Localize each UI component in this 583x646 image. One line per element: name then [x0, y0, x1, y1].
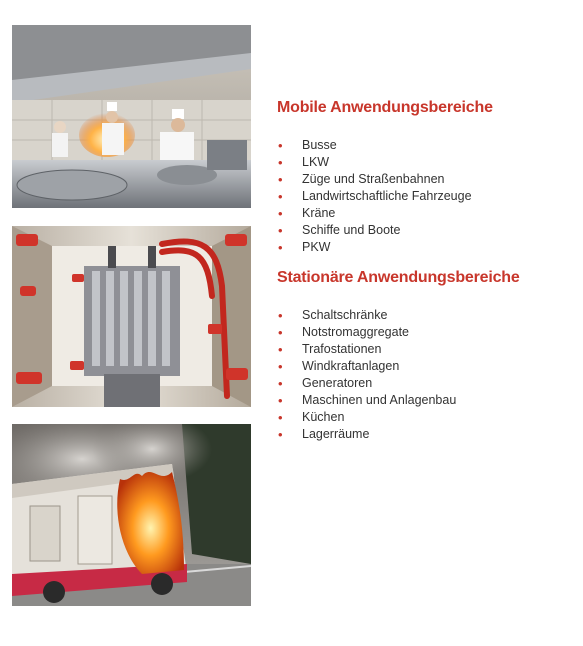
list-item: [277, 171, 472, 188]
list-item-label: Busse: [302, 138, 337, 152]
bullet-icon: •: [278, 359, 283, 374]
stationary-applications-list: [277, 307, 456, 443]
list-item-label: PKW: [302, 240, 331, 254]
transformer-photo: [12, 226, 251, 407]
list-item-label: Trafostationen: [302, 342, 382, 356]
list-item-label: Windkraftanlagen: [302, 359, 400, 373]
list-item-label: Maschinen und Anlagenbau: [302, 393, 457, 407]
bullet-icon: •: [278, 342, 283, 357]
bullet-icon: •: [278, 325, 283, 340]
list-item: [277, 375, 456, 392]
bullet-icon: •: [278, 206, 283, 221]
bullet-icon: •: [278, 308, 283, 323]
list-item: [277, 205, 472, 222]
bullet-icon: •: [278, 427, 283, 442]
list-item-label: Züge und Straßenbahnen: [302, 172, 445, 186]
bullet-icon: •: [278, 138, 283, 153]
list-item-label: Schaltschränke: [302, 308, 388, 322]
bullet-icon: •: [278, 376, 283, 391]
list-item: [277, 154, 472, 171]
list-item: [277, 358, 456, 375]
bullet-icon: •: [278, 172, 283, 187]
list-item-label: Kräne: [302, 206, 336, 220]
list-item-label: Lagerräume: [302, 427, 370, 441]
mobile-applications-list: [277, 137, 472, 256]
list-item-label: LKW: [302, 155, 330, 169]
list-item: [277, 222, 472, 239]
bullet-icon: •: [278, 155, 283, 170]
list-item: [277, 426, 456, 443]
list-item: [277, 307, 456, 324]
list-item-label: Landwirtschaftliche Fahrzeuge: [302, 189, 472, 203]
list-item: [277, 341, 456, 358]
bullet-icon: •: [278, 240, 283, 255]
list-item-label: Notstromaggregate: [302, 325, 410, 339]
bullet-icon: •: [278, 223, 283, 238]
list-item-label: Küchen: [302, 410, 345, 424]
list-item: [277, 188, 472, 205]
bullet-icon: •: [278, 410, 283, 425]
list-item-label: Schiffe und Boote: [302, 223, 401, 237]
list-item: [277, 324, 456, 341]
list-item: [277, 392, 456, 409]
list-item: [277, 409, 456, 426]
list-item: [277, 239, 472, 256]
bullet-icon: •: [278, 189, 283, 204]
bullet-icon: •: [278, 393, 283, 408]
burning-bus-photo: [12, 424, 251, 606]
stationary-applications-heading: Stationäre Anwendungsbereiche: [277, 269, 520, 286]
kitchen-photo: [12, 25, 251, 208]
list-item-label: Generatoren: [302, 376, 373, 390]
list-item: [277, 137, 472, 154]
mobile-applications-heading: Mobile Anwendungsbereiche: [277, 99, 493, 116]
